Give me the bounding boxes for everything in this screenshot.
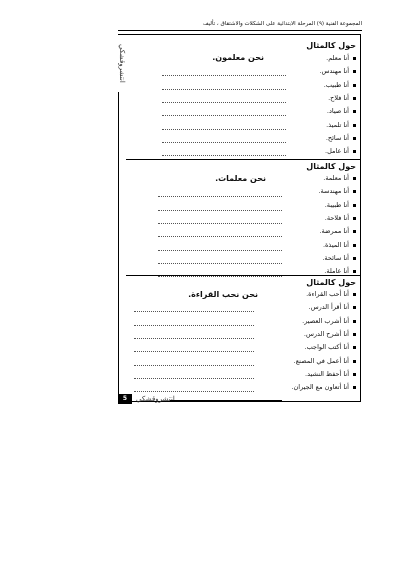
section-heading: نحن معلمات. <box>215 174 266 183</box>
list-item: أنا عامل. <box>325 145 356 157</box>
answer-line[interactable] <box>158 210 282 211</box>
section-heading: نحن معلمون. <box>212 53 264 62</box>
bullet-icon <box>353 84 356 87</box>
list-item: أنا معلمة. <box>323 172 356 184</box>
answer-line[interactable] <box>162 102 286 103</box>
list-item: أنا عاملة. <box>324 265 356 277</box>
list-item: أنا فلاح. <box>328 92 356 104</box>
answer-line[interactable] <box>158 236 282 237</box>
bullet-icon <box>353 204 356 207</box>
exercise-frame <box>118 34 361 402</box>
section-heading: نحن نحب القراءة. <box>188 290 258 299</box>
list-item: أنا طبيب. <box>324 79 356 91</box>
list-item: أنا مهندسة. <box>318 185 356 197</box>
answer-line[interactable] <box>158 263 282 264</box>
list-item: أنا أقرأ الدرس. <box>309 301 356 313</box>
answer-line[interactable] <box>134 325 254 326</box>
answer-line[interactable] <box>162 129 286 130</box>
bullet-icon <box>353 230 356 233</box>
answer-line[interactable] <box>158 250 282 251</box>
bullet-icon <box>353 110 356 113</box>
exercise-section-1 <box>118 35 360 155</box>
list-item: أنا مهندس. <box>319 65 356 77</box>
list-item: أنا الميذة. <box>323 239 356 251</box>
list-item: أنا أكتب الواجب. <box>305 341 356 353</box>
answer-line[interactable] <box>162 142 286 143</box>
answer-line[interactable] <box>162 89 286 90</box>
bullet-icon <box>353 124 356 127</box>
answer-line[interactable] <box>134 351 254 352</box>
bullet-icon <box>353 320 356 323</box>
bullet-icon <box>353 97 356 100</box>
page-number: 5 <box>118 394 132 404</box>
bullet-icon <box>353 217 356 220</box>
footer-brand-logo: انتشروقشكي <box>136 395 175 403</box>
bullet-icon <box>353 293 356 296</box>
section-title: حول كالمثال <box>306 162 356 171</box>
sidebar-brand-logo: انتشروقشكي <box>118 44 126 83</box>
bullet-icon <box>353 306 356 309</box>
page-header: المجموعة الفنية (٩) المرحلة الابتدائية على الشكلات والاشتقاق ، تأليف <box>118 21 362 31</box>
section-title: حول كالمثال <box>306 278 356 287</box>
answer-line[interactable] <box>134 311 254 312</box>
list-item: أنا أشرح الدرس. <box>304 328 356 340</box>
list-item: أنا سائح. <box>326 132 356 144</box>
exercise-section-2 <box>118 157 360 277</box>
list-item: أنا معلم. <box>326 52 356 64</box>
exercise-section-3 <box>118 273 360 393</box>
bullet-icon <box>353 137 356 140</box>
bullet-icon <box>353 190 356 193</box>
bullet-icon <box>353 57 356 60</box>
bullet-icon <box>353 373 356 376</box>
bullet-icon <box>353 257 356 260</box>
list-item: أنا سائحة. <box>322 252 356 264</box>
answer-line[interactable] <box>134 365 254 366</box>
answer-line[interactable] <box>162 155 286 156</box>
bullet-icon <box>353 333 356 336</box>
answer-line[interactable] <box>162 75 286 76</box>
bullet-icon <box>353 386 356 389</box>
answer-line[interactable] <box>134 338 254 339</box>
list-item: أنا صياد. <box>327 105 356 117</box>
list-item: أنا أحب القراءة. <box>306 288 356 300</box>
answer-line[interactable] <box>162 115 286 116</box>
section-title: حول كالمثال <box>306 41 356 50</box>
list-item: أنا فلاحة. <box>325 212 356 224</box>
answer-line[interactable] <box>134 391 254 392</box>
bullet-icon <box>353 360 356 363</box>
list-item: أنا أعمل في المصنع. <box>294 355 356 367</box>
list-item: أنا تلميذ. <box>326 119 356 131</box>
answer-line[interactable] <box>158 196 282 197</box>
bullet-icon <box>353 70 356 73</box>
list-item: أنا أشرب العصير. <box>302 315 356 327</box>
answer-line[interactable] <box>158 223 282 224</box>
bullet-icon <box>353 150 356 153</box>
bullet-icon <box>353 177 356 180</box>
footer-divider <box>170 400 282 401</box>
answer-line[interactable] <box>134 378 254 379</box>
bullet-icon <box>353 244 356 247</box>
list-item: أنا أحفظ النشيد. <box>305 368 356 380</box>
list-item: أنا طبيبة. <box>325 199 356 211</box>
bullet-icon <box>353 346 356 349</box>
list-item: أنا ممرضة. <box>319 225 356 237</box>
list-item: أنا أتعاون مع الجيران. <box>291 381 356 393</box>
